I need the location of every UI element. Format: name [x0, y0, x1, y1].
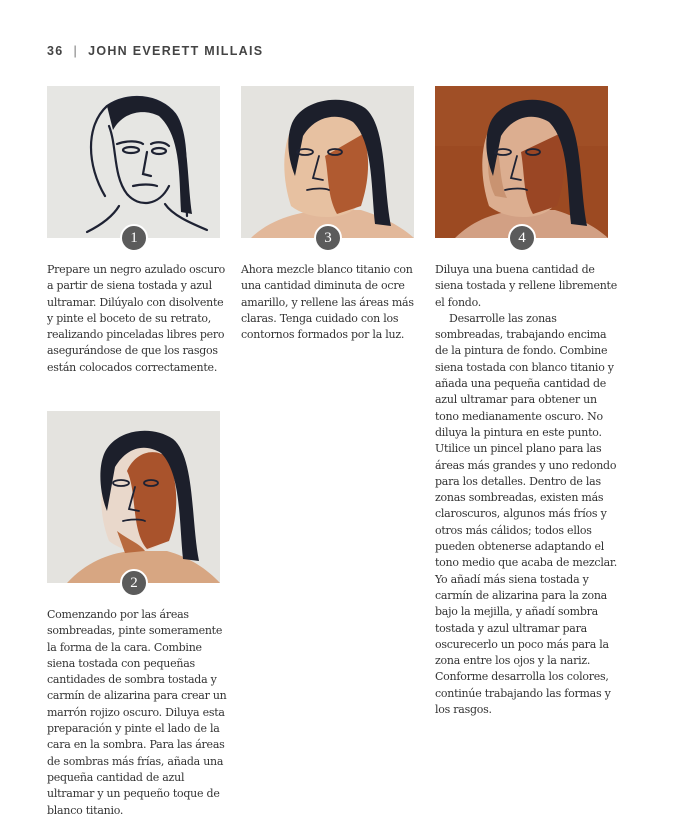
step-badge: 1 — [120, 224, 148, 252]
book-title: JOHN EVERETT MILLAIS — [88, 44, 264, 58]
step-1-caption — [47, 262, 229, 376]
step-1-painting — [47, 86, 220, 238]
step-4-text-p2: Desarrolle las zonas sombreadas, trabajando encima de la pintura de fondo. Combine siena tostada con blanco titanio y añada una pequeña cantidad de azul ultramar para obtener un tono medianamente oscuro. No diluya la pintura en este punto. Utilice un pincel plano para las áreas más grandes y uno redondo para los detalles. Dentro de las zonas sombreadas, existen más claroscuros, algunos más fríos y otros más cálidos; todos ellos pueden obtenerse adaptando el tono medio que acaba de mezclar. Yo añadí más siena tostada y carmín de alizarina para la zona bajo la mejilla, y añadí sombra tostada y azul ultramar para oscurecerlo un poco más para la zona entre los ojos y la nariz. Conforme desarrolla los colores, continúe trabajando las formas y los rasgos. — [435, 311, 617, 717]
step-2-caption — [47, 607, 229, 819]
step-3-painting — [241, 86, 414, 238]
step-3-text: Ahora mezcle blanco titanio con una cantidad diminuta de ocre amarillo, y rellene las áreas más claras. Tenga cuidado con los contornos formados por la luz. — [241, 263, 414, 342]
step-4-painting — [435, 86, 608, 238]
step-badge: 2 — [120, 569, 148, 597]
step-1-text: Prepare un negro azulado oscuro a partir de siena tostada y azul ultramar. Dilúyalo con disolvente y pinte el boceto de su retrato, realizando pinceladas libres pero asegurándose de que los rasgos están colocados correctamente. — [47, 263, 226, 374]
header-separator: | — [73, 44, 79, 58]
step-2-painting — [47, 411, 220, 583]
step-4-figure — [435, 86, 608, 246]
step-1-figure — [47, 86, 220, 246]
step-2-text: Comenzando por las áreas sombreadas, pinte someramente la forma de la cara. Combine siena tostada con pequeñas cantidades de sombra tostada y carmín de alizarina para crear un marrón rojizo oscuro. Diluya esta preparación y pinte el lado de la cara en la sombra. Para las áreas de sombras más frías, añada una pequeña cantidad de azul ultramar y un pequeño toque de blanco titanio. — [47, 608, 227, 817]
step-badge: 3 — [314, 224, 342, 252]
step-3-caption — [241, 262, 423, 343]
running-header — [47, 44, 263, 58]
page-number: 36 — [47, 44, 64, 58]
step-4-text-p1: Diluya una buena cantidad de siena tostada y rellene libremente el fondo. — [435, 263, 617, 309]
step-4-caption — [435, 262, 617, 718]
step-2-figure — [47, 411, 220, 591]
step-3-figure — [241, 86, 414, 246]
step-badge: 4 — [508, 224, 536, 252]
